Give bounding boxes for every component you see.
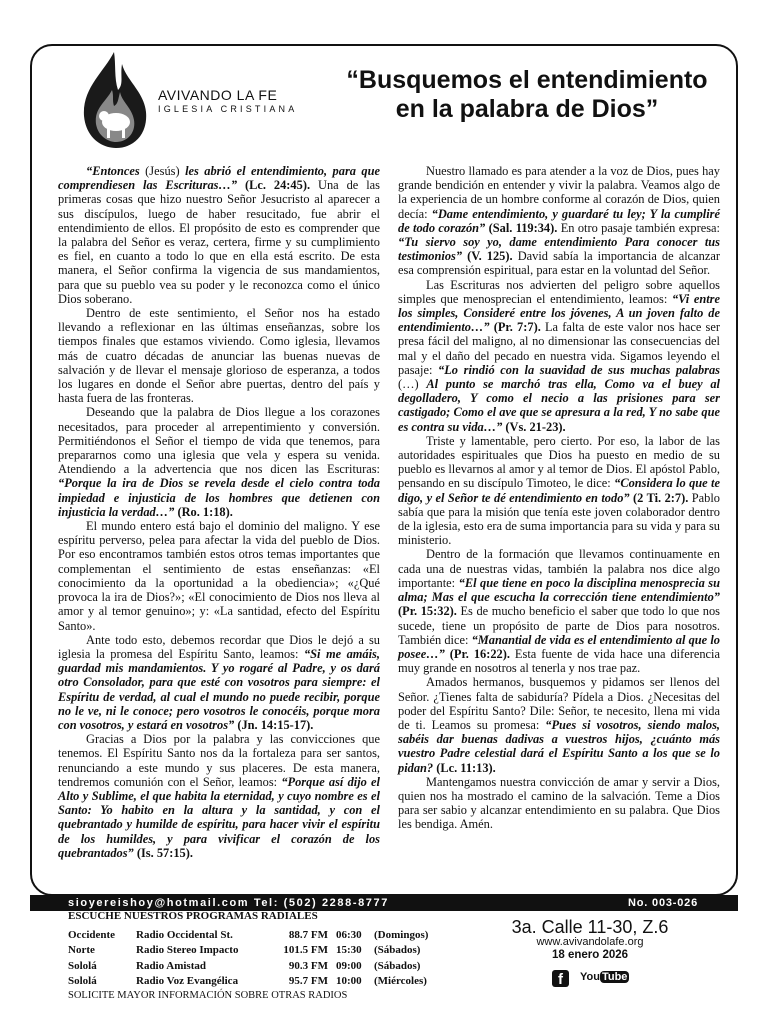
contact-info: sioyereishoy@hotmail.com Tel: (502) 2288-8777 — [68, 897, 389, 909]
radio-row — [68, 974, 444, 990]
left-column — [58, 164, 380, 860]
body-text: Pablo sabía que para la misión que tenía este joven colaborador dentro de la iglesia, esto era de suma importancia para su vida y para su ministerio. — [398, 490, 720, 548]
scripture-quote: “Manantial de vida es el entendimiento al que lo posee…” — [398, 632, 720, 661]
radio-time: 10:00 — [336, 975, 362, 988]
radio-table — [68, 927, 444, 989]
body-text: La falta de este valor nos hace ser presa fácil del maligno, al no dimensionar las consecuencias del mal y el daño del pecado en nuestra vida. Sigamos leyendo el pasaje: — [398, 320, 720, 377]
youtube-icon[interactable] — [580, 971, 629, 983]
scripture-reference: (Pr. 15:32). — [398, 604, 457, 619]
website-link[interactable]: www.avivandolafe.org — [536, 936, 644, 948]
scripture-reference: (Pr. 7:7). — [489, 320, 541, 335]
paragraph — [398, 775, 720, 832]
scripture-quote: “Porque así dijo el Alto y Sublime, el que habita la eternidad, y cuyo nombre es el Santo: Yo habito en la altura y la santidad, y con el quebrantado y humilde de espíritu, para hacer vivir el espíritu de los humildes, y para vivificar el corazón de los quebrantados” — [58, 774, 381, 860]
street-address: 3a. Calle 11-30, Z.6 — [511, 917, 669, 937]
paragraph — [58, 519, 380, 633]
radio-day: (Sábados) — [374, 944, 421, 957]
radio-note: SOLICITE MAYOR INFORMACIÓN SOBRE OTRAS RADIOS — [68, 990, 348, 1001]
body-text: Gracias a Dios por la palabra y las convicciones que tenemos. El Espíritu Santo nos da la fortaleza para ser santos, renunciando a este mundo y sus placeres. De esta manera, tendremos comunión con el Señor, leamos: — [58, 732, 380, 789]
scripture-reference: (Ro. 1:18). — [174, 504, 233, 519]
scripture-quote: “Tu siervo soy yo, dame entendimiento Para conocer tus testimonios” — [398, 235, 720, 264]
paragraph — [398, 547, 720, 675]
body-text: En otro pasaje también expresa: — [557, 220, 720, 235]
scripture-quote: les abrió el entendimiento, para que comprendiesen las Escrituras…” — [58, 164, 381, 193]
body-text: Nuestro llamado es para atender a la voz de Dios, pues hay grande bendición en entender y vivir la palabra. Veamos algo de la experiencia de un hombre conforme al corazón de Dios, quien decía: — [398, 164, 720, 221]
scripture-quote: “Pues si vosotros, siendo malos, sabéis dar buenas dadivas a vuestros hijos, ¿cuánto más vuestro Padre celestial dará el Espíritu Santo a los que se lo pidan? — [398, 717, 720, 775]
scripture-quote: “Si me amáis, guardad mis mandamientos. Y yo rogaré al Padre, y os dará otro Consolador, para que esté con vosotros para siempre: el Espíritu de verdad, al cual el mundo no puede recibir, porque no le ve, ni le conoce; pero vosotros le conocéis, porque mora con vosotros, y estará en vosotros” — [58, 646, 380, 732]
radio-row — [68, 927, 444, 943]
radio-freq: 101.5 FM — [283, 944, 328, 957]
bulletin-frame — [30, 44, 738, 896]
scripture-reference: (Vs. 21-23). — [502, 419, 566, 434]
issue-number: No. 003-026 — [628, 897, 698, 909]
brand-subtitle: IGLESIA CRISTIANA — [158, 104, 298, 114]
facebook-icon[interactable]: f — [552, 970, 569, 987]
radio-day: (Miércoles) — [374, 975, 427, 988]
scripture-reference: (V. 125). — [462, 249, 513, 264]
radio-time: 06:30 — [336, 928, 362, 941]
brand-name: AVIVANDO LA FE — [158, 87, 278, 103]
paragraph — [398, 434, 720, 548]
church-address — [490, 917, 690, 961]
radio-freq: 88.7 FM — [288, 928, 328, 941]
paragraph — [398, 164, 720, 278]
body-text: Una de las primeras cosas que hizo nuestro Señor Jesucristo al aparecer a sus discípulos, luego de haber resucitado, fue abrir el entendimiento de ellos. El propósito de esto es comprender que la palabra del Señor es veraz, certera, firme y su cumplimiento es fiel, en cuanto a todo lo que en ella está escrito. De esta manera, el Señor confirma la vigencia de sus mandamientos, para que su pueblo vea su poder y le reconozca como el único Dios soberano. — [58, 178, 380, 306]
paragraph — [58, 633, 380, 732]
radio-day: (Domingos) — [374, 928, 429, 941]
body-text: Deseando que la palabra de Dios llegue a los corazones necesitados, para proceder al arrepentimiento y conversión. Permitiéndonos el Señor el tiempo de vida que tenemos, para prepararnos como una iglesia que vela y espera su venida. Atendiendo a la advertencia que nos dicen las Escrituras: — [58, 405, 380, 477]
scripture-reference: (Jn. 14:15-17). — [234, 717, 314, 732]
scripture-quote: “Lo rindió con la suavidad de sus muchas palabras — [438, 362, 720, 377]
bulletin-date: 18 enero 2026 — [551, 949, 629, 961]
paragraph — [398, 675, 720, 774]
radio-time: 09:00 — [336, 959, 362, 972]
youtube-tube: Tube — [601, 971, 628, 983]
scripture-quote: “Entonces — [86, 164, 140, 178]
body-text: Amados hermanos, busquemos y pidamos ser llenos del Señor. ¿Tienes falta de sabiduría? Pídela a Dios. ¿Necesitas del poder del Espíritu Santo? Dile: Señor, te necesito, llena mi vida de ti. Leamos su promesa: — [398, 675, 720, 732]
body-text: David sabía la importancia de alcanzar esa comprensión espiritual, para estar en la voluntad del Señor. — [398, 249, 720, 278]
radio-station: Radio Occidental St. — [136, 928, 233, 941]
scripture-quote: “Dame entendimiento, y guardaré tu ley; Y la cumpliré de todo corazón” — [398, 206, 720, 235]
radio-station: Radio Amistad — [136, 959, 206, 972]
scripture-quote: “Considera lo que te digo, y el Señor te dé entendimiento en todo” — [398, 476, 720, 505]
scripture-reference: (Pr. 16:22). — [444, 646, 510, 661]
social-links — [552, 970, 632, 992]
paragraph — [58, 164, 380, 306]
radio-row — [68, 943, 444, 959]
body-text: Dentro de este sentimiento, el Señor nos ha estado llevando a reflexionar en las últimas enseñanzas, sobre los tiempos finales que estamos viviendo. Como iglesia, llevamos más de cuatro décadas de anunciar las buenas nuevas de salvación y de llevar el mensaje glorioso de esperanza, a todos los lugares en donde el Señor abre puertas, dentro del país y hasta fuera de las fronteras. — [58, 306, 380, 406]
body-text: El mundo entero está bajo el dominio del maligno. Y ese espíritu perverso, pelea para afectar la vida del pueblo de Dios. Por eso encontramos también estos otros temas importantes que complementan el sentimiento de estas enseñanzas: «El conocimiento da la oportunidad a la obediencia»; «¿Qué provoca la ira de Dios?»; «El conocimiento de Dios nos lleva al amor y al temor genuino»; y: «La santidad, efecto del Espíritu Santo». — [58, 519, 380, 633]
scripture-quote: “El que tiene en poco la disciplina menosprecia su alma; Mas el que escucha la corrección tiene entendimiento” — [398, 575, 721, 605]
scripture-quote: “Vi entre los simples, Consideré entre los jóvenes, A un joven falto de entendimiento…” — [398, 291, 720, 335]
scripture-reference: (Lc. 11:13). — [433, 760, 496, 775]
radio-station: Radio Stereo Impacto — [136, 944, 239, 957]
radio-place: Sololá — [68, 959, 97, 972]
scripture-quote: “Porque la ira de Dios se revela desde el cielo contra toda impiedad e injusticia de los hombres que detienen con injusticia la verdad…” — [58, 476, 380, 519]
right-column — [398, 164, 720, 832]
radio-place: Norte — [68, 944, 95, 957]
radio-freq: 95.7 FM — [288, 975, 328, 988]
scripture-quote: Al punto se marchó tras ella, Como va el buey al degolladero, Y como el necio a las prisiones para ser castigado; Como el ave que se apresura a la red, Y no sabe que es contra su vida…” — [398, 377, 720, 434]
radio-time: 15:30 — [336, 944, 362, 957]
contact-bar — [30, 895, 738, 911]
paragraph — [58, 405, 380, 519]
scripture-reference: (Sal. 119:34). — [485, 220, 558, 235]
page-title — [322, 66, 732, 124]
youtube-you: You — [580, 971, 600, 983]
paragraph — [58, 306, 380, 405]
radio-row — [68, 958, 444, 974]
body-text: Ante todo esto, debemos recordar que Dios le dejó a su iglesia la promesa del Espíritu Santo, leamos: — [58, 632, 380, 661]
body-text: Dentro de la formación que llevamos continuamente en cada una de nuestras vidas, también la palabra nos dice algo importante: — [398, 547, 720, 590]
radio-day: (Sábados) — [374, 959, 421, 972]
radio-place: Sololá — [68, 975, 97, 988]
body-text: Esta fuente de vida hace una diferencia muy grande en nosotros al tenerla y nos trae paz. — [398, 646, 720, 676]
radio-station: Radio Voz Evangélica — [136, 975, 239, 988]
radio-programs — [68, 910, 448, 1001]
radio-place: Occidente — [68, 928, 116, 941]
scripture-reference: (Lc. 24:45). — [237, 178, 311, 193]
body-text: Las Escrituras nos advierten del peligro sobre aquellos simples que menosprecian el entendimiento, leamos: — [398, 277, 720, 306]
body-text: (Jesús) — [139, 164, 186, 178]
radio-heading: ESCUCHE NUESTROS PROGRAMAS RADIALES — [68, 910, 318, 922]
title-line-2: en la palabra de Dios” — [395, 95, 659, 123]
body-text: Triste y lamentable, pero cierto. Por eso, la labor de las autoridades espirituales que Dios ha puesto en medio de su pueblo es llevarnos al amor y al temor de Dios. El apóstol Pablo, pensando en su discípulo Timoteo, le dice: — [398, 433, 720, 491]
title-line-1: “Busquemos el entendimiento — [346, 66, 708, 94]
paragraph — [398, 278, 720, 434]
scripture-reference: (2 Ti. 2:7). — [629, 490, 689, 505]
paragraph — [58, 732, 380, 860]
brand — [158, 87, 297, 114]
body-text: Mantengamos nuestra convicción de amar y servir a Dios, quien nos ha mostrado el camino de la salvación. Teme a Dios para ser sabio y alcanzar entendimiento en su palabra. Que Dios les bendiga. Amén. — [398, 774, 720, 832]
scripture-reference: (Is. 57:15). — [133, 845, 193, 860]
flame-lamb-logo-icon — [74, 50, 154, 150]
body-text: Es de mucho beneficio el saber que todo lo que nos sucede, tiene un propósito de parte de Dios para nosotros. También dice: — [398, 604, 720, 647]
body-text: (…) — [398, 377, 427, 392]
radio-freq: 90.3 FM — [288, 959, 328, 972]
